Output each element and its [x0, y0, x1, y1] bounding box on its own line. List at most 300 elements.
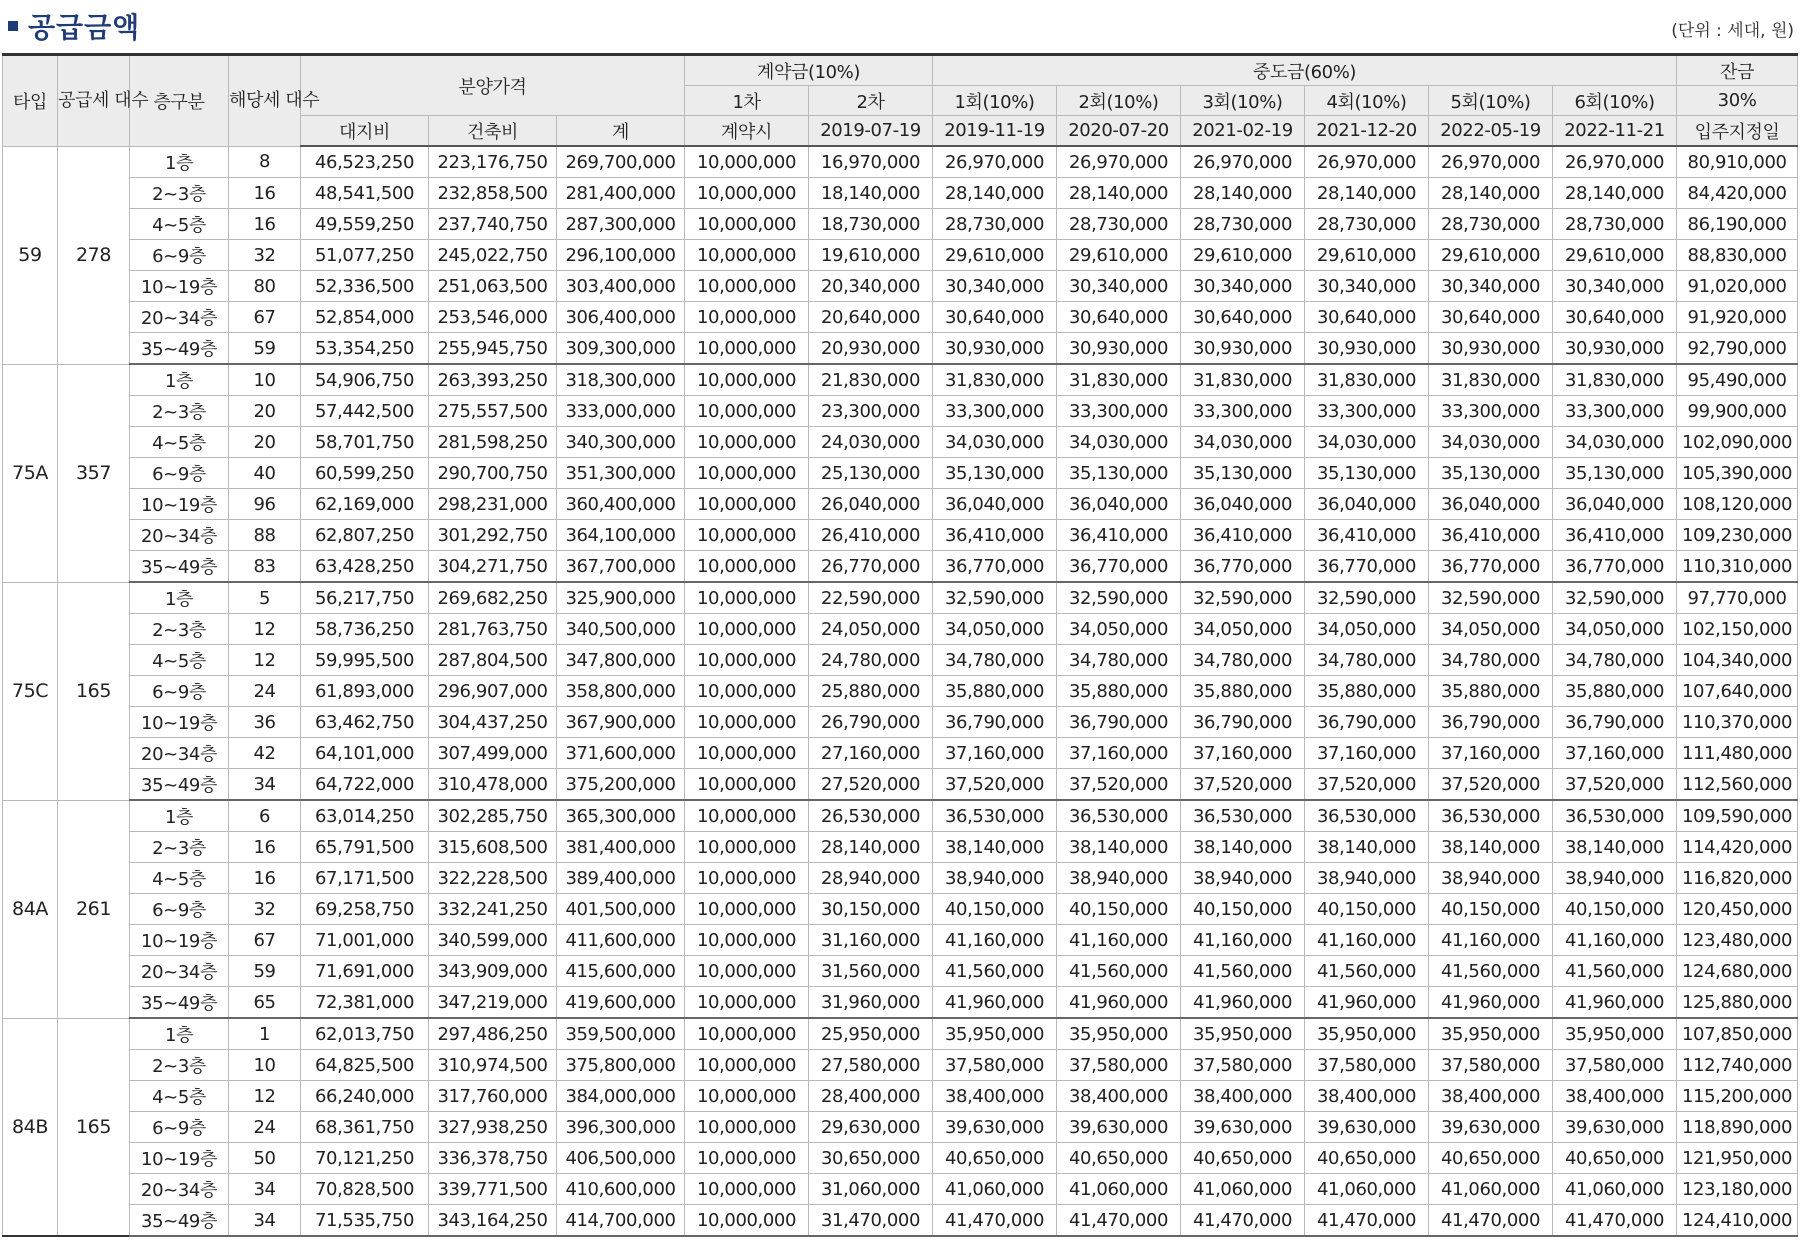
land-cost-cell: 62,807,250	[301, 520, 429, 551]
middle-1-cell: 28,730,000	[933, 209, 1057, 240]
middle-6-cell: 40,150,000	[1553, 894, 1677, 925]
table-row	[3, 364, 1798, 396]
middle-4-cell: 26,970,000	[1305, 146, 1429, 178]
floor-cell: 6~9층	[130, 240, 229, 271]
middle-5-cell: 38,140,000	[1429, 832, 1553, 863]
total-price-cell: 269,700,000	[557, 146, 685, 178]
middle-3-cell: 33,300,000	[1181, 396, 1305, 427]
floor-cell: 35~49층	[130, 1205, 229, 1237]
middle-5-cell: 28,140,000	[1429, 178, 1553, 209]
section-title	[8, 6, 140, 46]
deposit-2-cell: 28,400,000	[809, 1081, 933, 1112]
total-price-cell: 419,600,000	[557, 987, 685, 1019]
middle-5-cell: 26,970,000	[1429, 146, 1553, 178]
middle-4-cell: 34,780,000	[1305, 645, 1429, 676]
table-row	[3, 333, 1798, 365]
middle-5-cell: 34,050,000	[1429, 614, 1553, 645]
deposit-1-cell: 10,000,000	[685, 925, 809, 956]
table-row	[3, 458, 1798, 489]
deposit-1-cell: 10,000,000	[685, 209, 809, 240]
middle-2-cell: 40,650,000	[1057, 1143, 1181, 1174]
total-price-cell: 287,300,000	[557, 209, 685, 240]
building-cost-cell: 347,219,000	[429, 987, 557, 1019]
units-cell: 88	[229, 520, 301, 551]
table-row	[3, 676, 1798, 707]
middle-4-cell: 30,340,000	[1305, 271, 1429, 302]
middle-6-cell: 39,630,000	[1553, 1112, 1677, 1143]
middle-3-cell: 34,780,000	[1181, 645, 1305, 676]
middle-6-cell: 34,780,000	[1553, 645, 1677, 676]
table-row	[3, 582, 1798, 614]
middle-3-cell: 31,830,000	[1181, 364, 1305, 396]
middle-1-cell: 34,030,000	[933, 427, 1057, 458]
header-deposit-1-when: 계약시	[685, 116, 809, 147]
units-cell: 12	[229, 614, 301, 645]
floor-cell: 10~19층	[130, 271, 229, 302]
floor-cell: 10~19층	[130, 707, 229, 738]
deposit-2-cell: 18,730,000	[809, 209, 933, 240]
deposit-1-cell: 10,000,000	[685, 956, 809, 987]
deposit-1-cell: 10,000,000	[685, 582, 809, 614]
building-cost-cell: 302,285,750	[429, 800, 557, 832]
table-row	[3, 1174, 1798, 1205]
type-cell: 75C	[3, 582, 58, 800]
middle-6-cell: 36,790,000	[1553, 707, 1677, 738]
middle-3-cell: 40,150,000	[1181, 894, 1305, 925]
middle-4-cell: 36,790,000	[1305, 707, 1429, 738]
balance-cell: 109,230,000	[1677, 520, 1798, 551]
total-price-cell: 347,800,000	[557, 645, 685, 676]
middle-5-cell: 40,650,000	[1429, 1143, 1553, 1174]
middle-2-cell: 30,930,000	[1057, 333, 1181, 365]
middle-1-cell: 34,050,000	[933, 614, 1057, 645]
land-cost-cell: 63,462,750	[301, 707, 429, 738]
total-price-cell: 303,400,000	[557, 271, 685, 302]
middle-2-cell: 38,140,000	[1057, 832, 1181, 863]
header-middle-round: 3회(10%)	[1181, 86, 1305, 116]
building-cost-cell: 269,682,250	[429, 582, 557, 614]
middle-6-cell: 38,140,000	[1553, 832, 1677, 863]
middle-2-cell: 33,300,000	[1057, 396, 1181, 427]
table-row	[3, 240, 1798, 271]
table-row	[3, 832, 1798, 863]
units-cell: 12	[229, 645, 301, 676]
table-row	[3, 302, 1798, 333]
building-cost-cell: 343,909,000	[429, 956, 557, 987]
deposit-2-cell: 28,940,000	[809, 863, 933, 894]
balance-cell: 120,450,000	[1677, 894, 1798, 925]
building-cost-cell: 290,700,750	[429, 458, 557, 489]
building-cost-cell: 255,945,750	[429, 333, 557, 365]
building-cost-cell: 297,486,250	[429, 1018, 557, 1050]
units-cell: 42	[229, 738, 301, 769]
middle-1-cell: 33,300,000	[933, 396, 1057, 427]
building-cost-cell: 317,760,000	[429, 1081, 557, 1112]
floor-cell: 35~49층	[130, 769, 229, 801]
header-total: 계	[557, 116, 685, 147]
table-row	[3, 489, 1798, 520]
middle-6-cell: 35,880,000	[1553, 676, 1677, 707]
middle-5-cell: 36,530,000	[1429, 800, 1553, 832]
land-cost-cell: 70,828,500	[301, 1174, 429, 1205]
middle-5-cell: 38,940,000	[1429, 863, 1553, 894]
total-price-cell: 389,400,000	[557, 863, 685, 894]
middle-2-cell: 35,880,000	[1057, 676, 1181, 707]
middle-6-cell: 28,730,000	[1553, 209, 1677, 240]
balance-cell: 114,420,000	[1677, 832, 1798, 863]
balance-cell: 102,150,000	[1677, 614, 1798, 645]
balance-cell: 116,820,000	[1677, 863, 1798, 894]
middle-1-cell: 30,640,000	[933, 302, 1057, 333]
land-cost-cell: 61,893,000	[301, 676, 429, 707]
middle-5-cell: 35,950,000	[1429, 1018, 1553, 1050]
middle-5-cell: 39,630,000	[1429, 1112, 1553, 1143]
units-cell: 96	[229, 489, 301, 520]
table-row	[3, 956, 1798, 987]
middle-4-cell: 38,140,000	[1305, 832, 1429, 863]
table-row	[3, 209, 1798, 240]
deposit-2-cell: 26,770,000	[809, 551, 933, 583]
floor-cell: 20~34층	[130, 956, 229, 987]
deposit-1-cell: 10,000,000	[685, 427, 809, 458]
middle-2-cell: 30,640,000	[1057, 302, 1181, 333]
middle-3-cell: 41,160,000	[1181, 925, 1305, 956]
deposit-2-cell: 20,640,000	[809, 302, 933, 333]
units-cell: 16	[229, 209, 301, 240]
middle-6-cell: 40,650,000	[1553, 1143, 1677, 1174]
middle-6-cell: 28,140,000	[1553, 178, 1677, 209]
table-row	[3, 925, 1798, 956]
deposit-1-cell: 10,000,000	[685, 832, 809, 863]
table-row	[3, 1205, 1798, 1237]
deposit-2-cell: 20,930,000	[809, 333, 933, 365]
middle-6-cell: 34,030,000	[1553, 427, 1677, 458]
middle-3-cell: 36,410,000	[1181, 520, 1305, 551]
middle-6-cell: 30,340,000	[1553, 271, 1677, 302]
middle-1-cell: 36,770,000	[933, 551, 1057, 583]
middle-4-cell: 41,060,000	[1305, 1174, 1429, 1205]
middle-6-cell: 29,610,000	[1553, 240, 1677, 271]
deposit-2-cell: 24,030,000	[809, 427, 933, 458]
floor-cell: 20~34층	[130, 738, 229, 769]
floor-cell: 2~3층	[130, 178, 229, 209]
balance-cell: 80,910,000	[1677, 146, 1798, 178]
floor-cell: 1층	[130, 1018, 229, 1050]
units-cell: 67	[229, 302, 301, 333]
header-middle-round: 4회(10%)	[1305, 86, 1429, 116]
type-cell: 59	[3, 146, 58, 364]
middle-6-cell: 37,520,000	[1553, 769, 1677, 801]
middle-4-cell: 30,930,000	[1305, 333, 1429, 365]
land-cost-cell: 52,854,000	[301, 302, 429, 333]
middle-1-cell: 41,160,000	[933, 925, 1057, 956]
total-price-cell: 340,500,000	[557, 614, 685, 645]
floor-cell: 6~9층	[130, 676, 229, 707]
middle-6-cell: 32,590,000	[1553, 582, 1677, 614]
floor-cell: 2~3층	[130, 832, 229, 863]
middle-3-cell: 41,960,000	[1181, 987, 1305, 1019]
middle-4-cell: 41,160,000	[1305, 925, 1429, 956]
building-cost-cell: 281,763,750	[429, 614, 557, 645]
balance-cell: 88,830,000	[1677, 240, 1798, 271]
units-cell: 34	[229, 1174, 301, 1205]
land-cost-cell: 64,722,000	[301, 769, 429, 801]
land-cost-cell: 64,825,500	[301, 1050, 429, 1081]
middle-2-cell: 39,630,000	[1057, 1112, 1181, 1143]
header-supply-count: 공급세 대수	[58, 55, 130, 147]
land-cost-cell: 56,217,750	[301, 582, 429, 614]
building-cost-cell: 251,063,500	[429, 271, 557, 302]
middle-2-cell: 28,730,000	[1057, 209, 1181, 240]
units-cell: 24	[229, 676, 301, 707]
deposit-2-cell: 16,970,000	[809, 146, 933, 178]
deposit-1-cell: 10,000,000	[685, 1050, 809, 1081]
land-cost-cell: 64,101,000	[301, 738, 429, 769]
floor-cell: 6~9층	[130, 458, 229, 489]
middle-4-cell: 41,960,000	[1305, 987, 1429, 1019]
floor-cell: 35~49층	[130, 987, 229, 1019]
middle-5-cell: 36,410,000	[1429, 520, 1553, 551]
floor-cell: 6~9층	[130, 1112, 229, 1143]
floor-cell: 2~3층	[130, 614, 229, 645]
middle-1-cell: 29,610,000	[933, 240, 1057, 271]
header-balance: 잔금	[1677, 55, 1798, 86]
units-cell: 50	[229, 1143, 301, 1174]
total-price-cell: 364,100,000	[557, 520, 685, 551]
middle-2-cell: 41,960,000	[1057, 987, 1181, 1019]
middle-3-cell: 30,930,000	[1181, 333, 1305, 365]
units-cell: 67	[229, 925, 301, 956]
middle-3-cell: 34,030,000	[1181, 427, 1305, 458]
middle-5-cell: 34,780,000	[1429, 645, 1553, 676]
deposit-2-cell: 21,830,000	[809, 364, 933, 396]
middle-3-cell: 39,630,000	[1181, 1112, 1305, 1143]
units-cell: 32	[229, 894, 301, 925]
deposit-1-cell: 10,000,000	[685, 1112, 809, 1143]
land-cost-cell: 72,381,000	[301, 987, 429, 1019]
middle-2-cell: 37,160,000	[1057, 738, 1181, 769]
middle-5-cell: 32,590,000	[1429, 582, 1553, 614]
balance-cell: 123,480,000	[1677, 925, 1798, 956]
middle-3-cell: 28,730,000	[1181, 209, 1305, 240]
units-cell: 16	[229, 832, 301, 863]
building-cost-cell: 253,546,000	[429, 302, 557, 333]
middle-1-cell: 41,060,000	[933, 1174, 1057, 1205]
supply-count-cell: 278	[58, 146, 130, 364]
floor-cell: 20~34층	[130, 1174, 229, 1205]
balance-cell: 84,420,000	[1677, 178, 1798, 209]
middle-1-cell: 38,940,000	[933, 863, 1057, 894]
building-cost-cell: 343,164,250	[429, 1205, 557, 1237]
deposit-1-cell: 10,000,000	[685, 1081, 809, 1112]
middle-4-cell: 30,640,000	[1305, 302, 1429, 333]
building-cost-cell: 327,938,250	[429, 1112, 557, 1143]
middle-1-cell: 35,950,000	[933, 1018, 1057, 1050]
units-cell: 34	[229, 1205, 301, 1237]
deposit-2-cell: 31,960,000	[809, 987, 933, 1019]
balance-cell: 112,740,000	[1677, 1050, 1798, 1081]
deposit-2-cell: 26,790,000	[809, 707, 933, 738]
total-price-cell: 371,600,000	[557, 738, 685, 769]
units-cell: 16	[229, 178, 301, 209]
middle-1-cell: 31,830,000	[933, 364, 1057, 396]
middle-6-cell: 41,160,000	[1553, 925, 1677, 956]
balance-cell: 124,680,000	[1677, 956, 1798, 987]
middle-3-cell: 41,470,000	[1181, 1205, 1305, 1237]
units-cell: 34	[229, 769, 301, 801]
total-price-cell: 367,700,000	[557, 551, 685, 583]
land-cost-cell: 70,121,250	[301, 1143, 429, 1174]
table-row	[3, 614, 1798, 645]
units-cell: 59	[229, 956, 301, 987]
deposit-2-cell: 31,470,000	[809, 1205, 933, 1237]
balance-cell: 86,190,000	[1677, 209, 1798, 240]
balance-cell: 112,560,000	[1677, 769, 1798, 801]
land-cost-cell: 62,169,000	[301, 489, 429, 520]
balance-cell: 97,770,000	[1677, 582, 1798, 614]
middle-5-cell: 40,150,000	[1429, 894, 1553, 925]
middle-4-cell: 38,400,000	[1305, 1081, 1429, 1112]
middle-1-cell: 34,780,000	[933, 645, 1057, 676]
header-deposit-2: 2차	[809, 86, 933, 116]
middle-1-cell: 30,340,000	[933, 271, 1057, 302]
deposit-2-cell: 27,520,000	[809, 769, 933, 801]
floor-cell: 1층	[130, 364, 229, 396]
header-building-cost: 건축비	[429, 116, 557, 147]
balance-cell: 109,590,000	[1677, 800, 1798, 832]
deposit-1-cell: 10,000,000	[685, 1205, 809, 1237]
header-type: 타입	[3, 55, 58, 147]
middle-4-cell: 34,050,000	[1305, 614, 1429, 645]
header-middle-payment: 중도금(60%)	[933, 55, 1677, 86]
building-cost-cell: 245,022,750	[429, 240, 557, 271]
middle-6-cell: 36,530,000	[1553, 800, 1677, 832]
deposit-2-cell: 26,530,000	[809, 800, 933, 832]
land-cost-cell: 54,906,750	[301, 364, 429, 396]
units-cell: 8	[229, 146, 301, 178]
building-cost-cell: 298,231,000	[429, 489, 557, 520]
deposit-2-cell: 27,160,000	[809, 738, 933, 769]
middle-2-cell: 37,580,000	[1057, 1050, 1181, 1081]
floor-cell: 35~49층	[130, 551, 229, 583]
floor-cell: 4~5층	[130, 645, 229, 676]
deposit-1-cell: 10,000,000	[685, 271, 809, 302]
middle-2-cell: 36,530,000	[1057, 800, 1181, 832]
middle-1-cell: 32,590,000	[933, 582, 1057, 614]
deposit-2-cell: 24,050,000	[809, 614, 933, 645]
middle-1-cell: 41,560,000	[933, 956, 1057, 987]
land-cost-cell: 63,428,250	[301, 551, 429, 583]
middle-6-cell: 33,300,000	[1553, 396, 1677, 427]
middle-4-cell: 41,560,000	[1305, 956, 1429, 987]
header-deposit-1: 1차	[685, 86, 809, 116]
middle-1-cell: 38,400,000	[933, 1081, 1057, 1112]
deposit-2-cell: 23,300,000	[809, 396, 933, 427]
middle-4-cell: 32,590,000	[1305, 582, 1429, 614]
table-header	[3, 55, 1798, 147]
units-cell: 65	[229, 987, 301, 1019]
table-row	[3, 738, 1798, 769]
table-row	[3, 769, 1798, 801]
middle-2-cell: 30,340,000	[1057, 271, 1181, 302]
balance-cell: 125,880,000	[1677, 987, 1798, 1019]
deposit-1-cell: 10,000,000	[685, 800, 809, 832]
middle-5-cell: 31,830,000	[1429, 364, 1553, 396]
middle-5-cell: 29,610,000	[1429, 240, 1553, 271]
floor-cell: 20~34층	[130, 302, 229, 333]
middle-4-cell: 36,770,000	[1305, 551, 1429, 583]
deposit-1-cell: 10,000,000	[685, 146, 809, 178]
building-cost-cell: 301,292,750	[429, 520, 557, 551]
land-cost-cell: 59,995,500	[301, 645, 429, 676]
middle-5-cell: 38,400,000	[1429, 1081, 1553, 1112]
total-price-cell: 415,600,000	[557, 956, 685, 987]
header-middle-date: 2022-11-21	[1553, 116, 1677, 147]
balance-cell: 108,120,000	[1677, 489, 1798, 520]
type-cell: 84B	[3, 1018, 58, 1236]
total-price-cell: 333,000,000	[557, 396, 685, 427]
total-price-cell: 358,800,000	[557, 676, 685, 707]
deposit-1-cell: 10,000,000	[685, 520, 809, 551]
units-cell: 1	[229, 1018, 301, 1050]
total-price-cell: 365,300,000	[557, 800, 685, 832]
deposit-1-cell: 10,000,000	[685, 894, 809, 925]
balance-cell: 107,850,000	[1677, 1018, 1798, 1050]
middle-2-cell: 34,050,000	[1057, 614, 1181, 645]
middle-2-cell: 34,780,000	[1057, 645, 1181, 676]
land-cost-cell: 65,791,500	[301, 832, 429, 863]
middle-5-cell: 37,520,000	[1429, 769, 1553, 801]
land-cost-cell: 69,258,750	[301, 894, 429, 925]
middle-2-cell: 38,400,000	[1057, 1081, 1181, 1112]
middle-3-cell: 36,040,000	[1181, 489, 1305, 520]
deposit-1-cell: 10,000,000	[685, 645, 809, 676]
middle-3-cell: 37,580,000	[1181, 1050, 1305, 1081]
middle-4-cell: 28,730,000	[1305, 209, 1429, 240]
middle-2-cell: 37,520,000	[1057, 769, 1181, 801]
middle-3-cell: 36,530,000	[1181, 800, 1305, 832]
middle-1-cell: 41,960,000	[933, 987, 1057, 1019]
balance-cell: 92,790,000	[1677, 333, 1798, 365]
building-cost-cell: 315,608,500	[429, 832, 557, 863]
header-middle-round: 2회(10%)	[1057, 86, 1181, 116]
middle-6-cell: 41,560,000	[1553, 956, 1677, 987]
middle-2-cell: 32,590,000	[1057, 582, 1181, 614]
middle-5-cell: 37,580,000	[1429, 1050, 1553, 1081]
table-body	[3, 146, 1798, 1236]
middle-6-cell: 35,950,000	[1553, 1018, 1677, 1050]
total-price-cell: 340,300,000	[557, 427, 685, 458]
balance-cell: 121,950,000	[1677, 1143, 1798, 1174]
balance-cell: 124,410,000	[1677, 1205, 1798, 1237]
land-cost-cell: 58,736,250	[301, 614, 429, 645]
total-price-cell: 281,400,000	[557, 178, 685, 209]
balance-cell: 91,920,000	[1677, 302, 1798, 333]
middle-2-cell: 31,830,000	[1057, 364, 1181, 396]
header-middle-round: 5회(10%)	[1429, 86, 1553, 116]
middle-1-cell: 26,970,000	[933, 146, 1057, 178]
units-cell: 24	[229, 1112, 301, 1143]
supply-count-cell: 357	[58, 364, 130, 582]
table-row	[3, 427, 1798, 458]
header-middle-date: 2022-05-19	[1429, 116, 1553, 147]
middle-5-cell: 41,560,000	[1429, 956, 1553, 987]
deposit-1-cell: 10,000,000	[685, 178, 809, 209]
balance-cell: 110,310,000	[1677, 551, 1798, 583]
middle-3-cell: 37,520,000	[1181, 769, 1305, 801]
land-cost-cell: 66,240,000	[301, 1081, 429, 1112]
building-cost-cell: 332,241,250	[429, 894, 557, 925]
